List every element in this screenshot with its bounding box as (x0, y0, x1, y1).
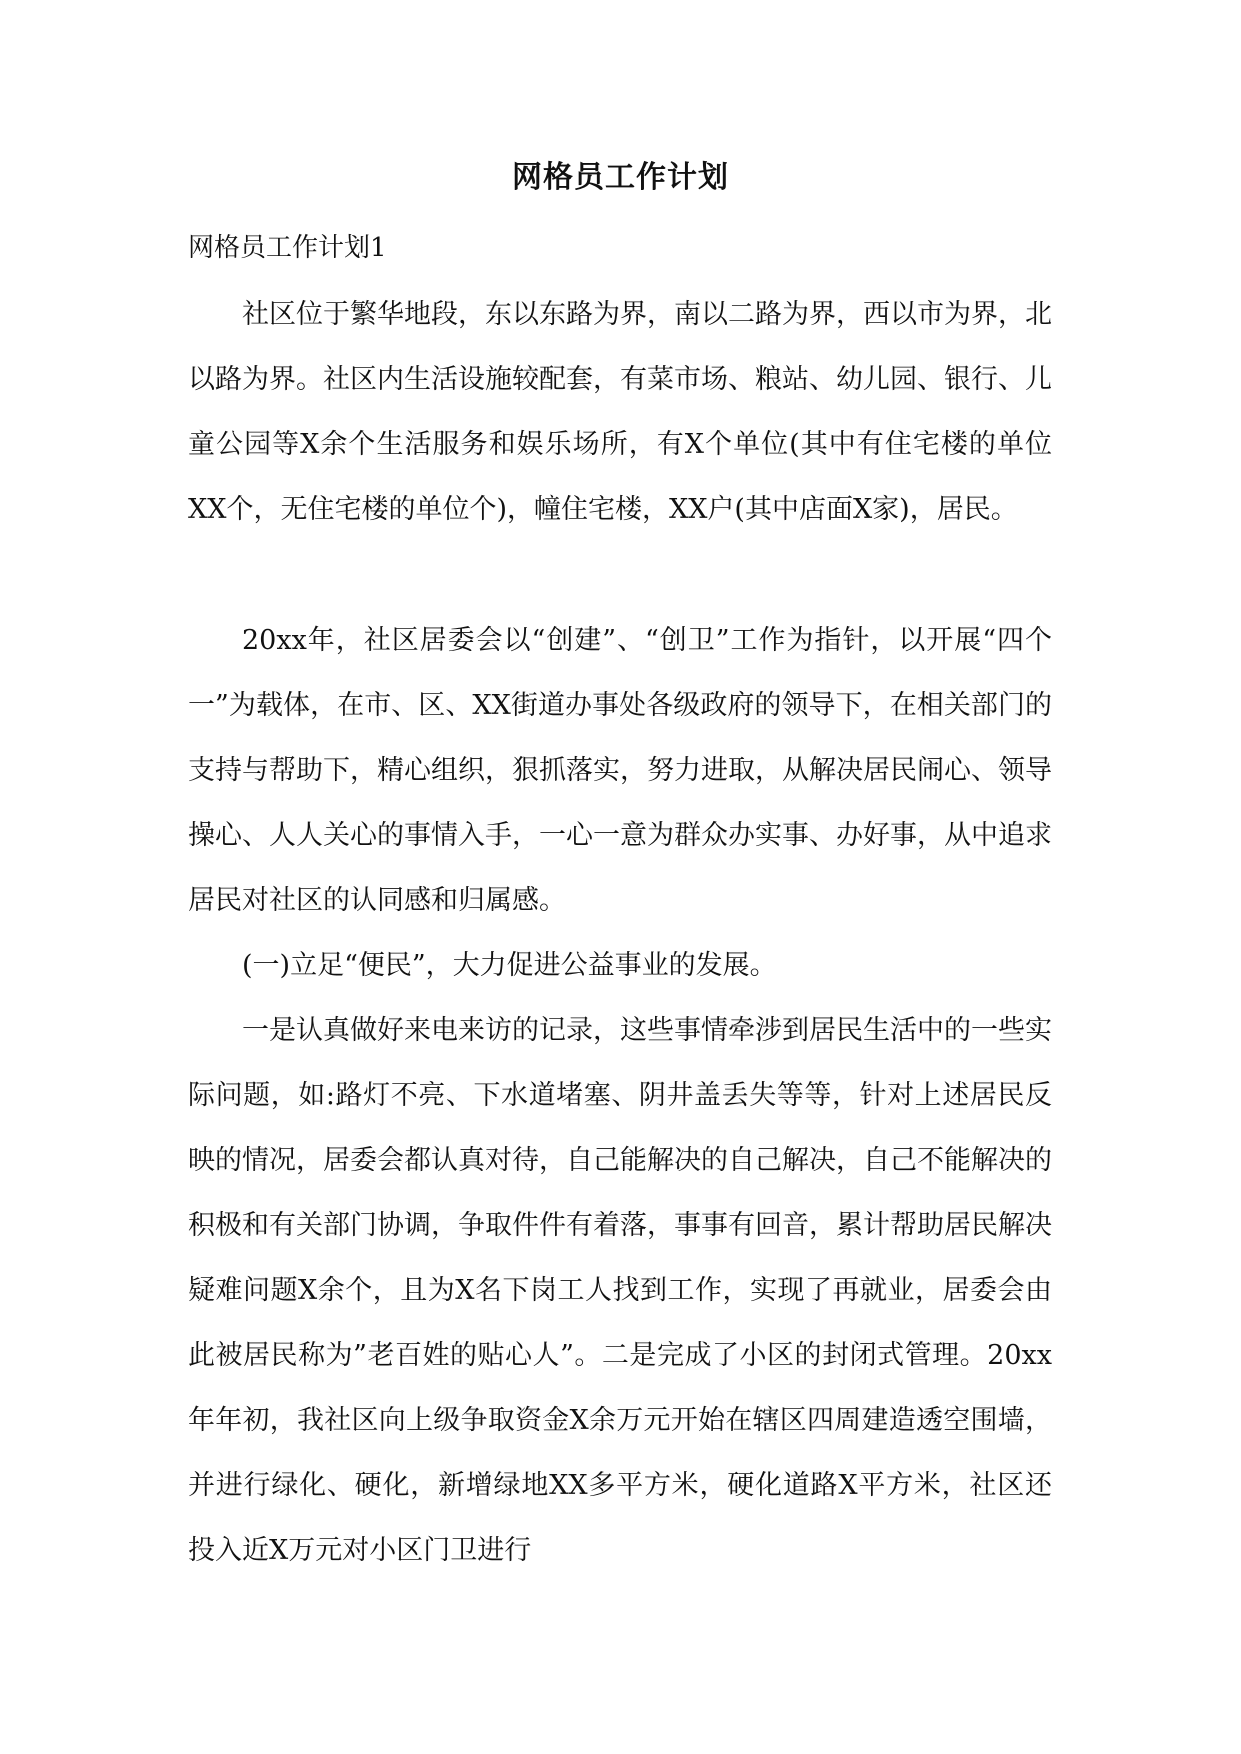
paragraph-public-welfare: 一是认真做好来电来访的记录，这些事情牵涉到居民生活中的一些实际问题，如:路灯不亮、下水道堵塞、阴井盖丢失等等，针对上述居民反映的情况，居委会都认真对待，自己能解决的自己解决，自己不能解决的积极和有关部门协调，争取件件有着落，事事有回音，累计帮助居民解决疑难问题X余个，且为X名下岗工人找到工作，实现了再就业，居委会由此被居民称为”老百姓的贴心人”。二是完成了小区的封闭式管理。20xx年年初，我社区向上级争取资金X余万元开始在辖区四周建造透空围墙，并进行绿化、硬化，新增绿地XX多平方米，硬化道路X平方米，社区还投入近X万元对小区门卫进行 (188, 1015, 1052, 1566)
document-title: 网格员工作计划 (512, 160, 729, 195)
document-subtitle: 网格员工作计划1 (188, 233, 387, 263)
section-heading-convenience: (一)立足“便民”，大力促进公益事业的发展。 (242, 950, 777, 981)
paragraph-work-summary: 20xx年，社区居委会以“创建”、“创卫”工作为指针，以开展“四个一”为载体，在市、区、XX街道办事处各级政府的领导下，在相关部门的支持与帮助下，精心组织，狠抓落实，努力进取，从解决居民闹心、领导操心、人人关心的事情入手，一心一意为群众办实事、办好事，从中追求居民对社区的认同感和归属感。 (188, 625, 1052, 916)
paragraph-community-overview: 社区位于繁华地段，东以东路为界，南以二路为界，西以市为界，北以路为界。社区内生活设施较配套，有菜市场、粮站、幼儿园、银行、儿童公园等X余个生活服务和娱乐场所，有X个单位(其中有住宅楼的单位XX个，无住宅楼的单位个)，幢住宅楼，XX户(其中店面X家)，居民。 (188, 299, 1052, 525)
